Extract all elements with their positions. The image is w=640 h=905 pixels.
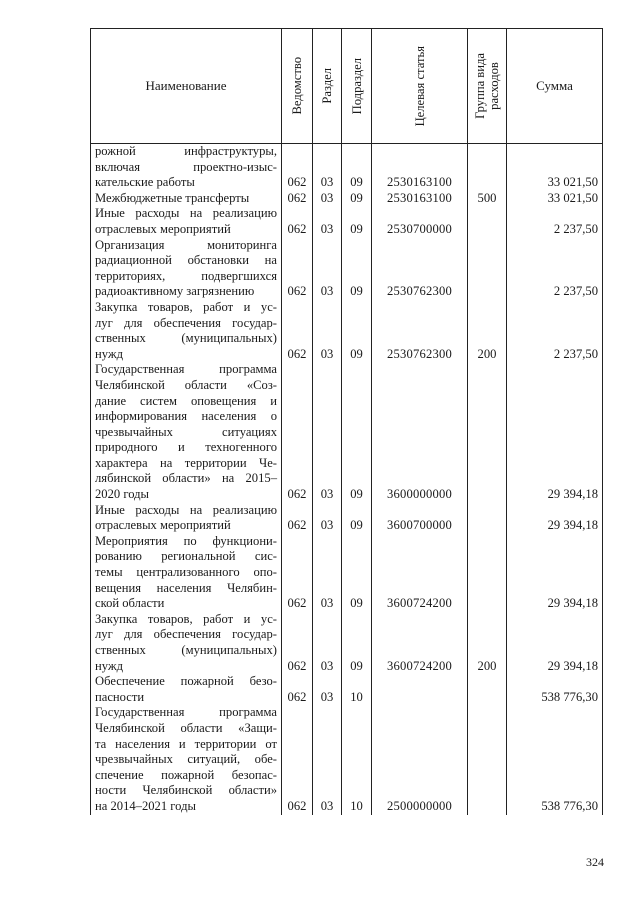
row-celevaya: 2530762300 xyxy=(372,238,468,300)
row-name xyxy=(91,612,282,674)
table-body xyxy=(91,144,603,815)
row-podrazdel: 10 xyxy=(342,705,372,814)
row-name-line: чрезвычайных ситуациях xyxy=(95,424,277,439)
row-name-line: Челябинской области «Защи- xyxy=(95,720,277,735)
row-gruppa xyxy=(468,534,507,612)
header-gruppa-line1: Группа вида xyxy=(473,53,487,119)
row-name-line: дание систем оповещения и xyxy=(95,393,277,408)
table-row xyxy=(91,362,603,502)
row-name-line: 2020 годы xyxy=(95,487,149,502)
row-podrazdel: 09 xyxy=(342,612,372,674)
row-vedomstvo: 062 xyxy=(282,534,313,612)
row-name-line: Иные расходы на реализацию xyxy=(95,502,277,517)
row-name-line: Обеспечение пожарной безо- xyxy=(95,674,277,689)
row-name-line: Иные расходы на реализацию xyxy=(95,206,277,221)
row-name-line: Закупка товаров, работ и ус- xyxy=(95,299,277,314)
row-razdel: 03 xyxy=(313,674,342,705)
row-razdel: 03 xyxy=(313,191,342,207)
row-podrazdel: 09 xyxy=(342,534,372,612)
table-row xyxy=(91,705,603,814)
row-podrazdel: 09 xyxy=(342,206,372,237)
table-row xyxy=(91,238,603,300)
row-name-line: пасности xyxy=(95,689,145,704)
row-podrazdel: 09 xyxy=(342,144,372,191)
row-name-line: информирования населения о xyxy=(95,409,277,424)
row-celevaya: 2500000000 xyxy=(372,705,468,814)
row-name-line: темы централизованного опо- xyxy=(95,565,277,580)
row-summa: 29 394,18 xyxy=(507,503,603,534)
row-gruppa xyxy=(468,238,507,300)
row-gruppa: 200 xyxy=(468,612,507,674)
row-celevaya: 2530762300 xyxy=(372,300,468,362)
row-name xyxy=(91,705,282,814)
row-summa: 2 237,50 xyxy=(507,300,603,362)
row-podrazdel: 09 xyxy=(342,503,372,534)
row-summa: 29 394,18 xyxy=(507,534,603,612)
row-vedomstvo: 062 xyxy=(282,612,313,674)
row-name-line: луг для обеспечения государ- xyxy=(95,315,277,330)
row-name-line: Закупка товаров, работ и ус- xyxy=(95,611,277,626)
header-gruppa xyxy=(468,29,507,144)
row-summa: 29 394,18 xyxy=(507,612,603,674)
row-vedomstvo: 062 xyxy=(282,238,313,300)
row-summa: 538 776,30 xyxy=(507,674,603,705)
table-row xyxy=(91,300,603,362)
row-celevaya: 2530700000 xyxy=(372,206,468,237)
row-name-line: Государственная программа xyxy=(95,362,277,377)
row-name xyxy=(91,144,282,191)
row-razdel: 03 xyxy=(313,362,342,502)
row-name-line: та населения и территории от xyxy=(95,736,277,751)
row-name xyxy=(91,238,282,300)
row-gruppa xyxy=(468,362,507,502)
row-celevaya: 3600000000 xyxy=(372,362,468,502)
row-name-line: ской области xyxy=(95,596,165,611)
row-name xyxy=(91,191,282,207)
row-razdel: 03 xyxy=(313,300,342,362)
header-celevaya: Целевая статья xyxy=(372,29,468,144)
row-razdel: 03 xyxy=(313,612,342,674)
row-name-line: радиационной обстановки на xyxy=(95,253,277,268)
row-name xyxy=(91,362,282,502)
row-razdel: 03 xyxy=(313,144,342,191)
row-summa: 2 237,50 xyxy=(507,238,603,300)
row-name xyxy=(91,503,282,534)
row-name-line: ственных (муниципальных) xyxy=(95,643,277,657)
row-celevaya xyxy=(372,674,468,705)
row-gruppa xyxy=(468,144,507,191)
row-podrazdel: 09 xyxy=(342,362,372,502)
row-name-line: рованию региональной сис- xyxy=(95,549,277,564)
row-razdel: 03 xyxy=(313,503,342,534)
row-name-line: радиоактивному загрязнению xyxy=(95,284,255,299)
row-vedomstvo: 062 xyxy=(282,705,313,814)
row-name-line: отраслевых мероприятий xyxy=(95,518,231,533)
table-row xyxy=(91,674,603,705)
row-razdel: 03 xyxy=(313,206,342,237)
row-name-line: включая проектно-изыс- xyxy=(95,159,277,174)
budget-table xyxy=(90,28,603,815)
row-name-line: чрезвычайных ситуаций, обе- xyxy=(95,752,277,767)
row-vedomstvo: 062 xyxy=(282,503,313,534)
row-celevaya: 3600724200 xyxy=(372,612,468,674)
row-name xyxy=(91,300,282,362)
row-razdel: 03 xyxy=(313,238,342,300)
table-row xyxy=(91,191,603,207)
table-row xyxy=(91,503,603,534)
row-name-line: ности Челябинской области» xyxy=(95,783,277,798)
row-vedomstvo: 062 xyxy=(282,206,313,237)
row-razdel: 03 xyxy=(313,534,342,612)
row-name-line: нужд xyxy=(95,346,123,361)
row-name-line: характера на территории Че- xyxy=(95,455,277,470)
row-summa: 538 776,30 xyxy=(507,705,603,814)
row-gruppa xyxy=(468,206,507,237)
row-gruppa: 500 xyxy=(468,191,507,207)
row-summa: 29 394,18 xyxy=(507,362,603,502)
page-number: 324 xyxy=(586,855,604,869)
row-celevaya: 2530163100 xyxy=(372,191,468,207)
row-celevaya: 3600700000 xyxy=(372,503,468,534)
header-gruppa-line2: расходов xyxy=(487,62,501,110)
table-row xyxy=(91,534,603,612)
row-name-line: луг для обеспечения государ- xyxy=(95,627,277,642)
row-name-line: кательские работы xyxy=(95,175,195,190)
row-podrazdel: 09 xyxy=(342,300,372,362)
row-name-line: природного и техногенного xyxy=(95,440,277,455)
row-name-line: Челябинской области «Соз- xyxy=(95,377,277,392)
table-row xyxy=(91,144,603,191)
row-name-line: лябинской области» на 2015– xyxy=(95,471,277,486)
row-name-line: Мероприятия по функциони- xyxy=(95,533,277,548)
row-name xyxy=(91,674,282,705)
row-name-line: нужд xyxy=(95,658,123,673)
row-celevaya: 2530163100 xyxy=(372,144,468,191)
row-name-line: рожной инфраструктуры, xyxy=(95,144,277,158)
row-vedomstvo: 062 xyxy=(282,144,313,191)
row-summa: 33 021,50 xyxy=(507,144,603,191)
header-vedomstvo: Ведомство xyxy=(282,29,313,144)
row-gruppa: 200 xyxy=(468,300,507,362)
row-podrazdel: 10 xyxy=(342,674,372,705)
row-name-line: на 2014–2021 годы xyxy=(95,798,196,813)
row-name-line: отраслевых мероприятий xyxy=(95,221,231,236)
table-row xyxy=(91,612,603,674)
row-vedomstvo: 062 xyxy=(282,674,313,705)
row-name xyxy=(91,206,282,237)
row-vedomstvo: 062 xyxy=(282,300,313,362)
row-name-line: Государственная программа xyxy=(95,705,277,720)
row-gruppa xyxy=(468,503,507,534)
row-summa: 2 237,50 xyxy=(507,206,603,237)
row-vedomstvo: 062 xyxy=(282,362,313,502)
header-podrazdel: Подраздел xyxy=(342,29,372,144)
row-name-line: ственных (муниципальных) xyxy=(95,331,277,346)
row-vedomstvo: 062 xyxy=(282,191,313,207)
row-name-line: Организация мониторинга xyxy=(95,237,277,252)
row-name-line: спечение пожарной безопас- xyxy=(95,767,277,782)
row-summa: 33 021,50 xyxy=(507,191,603,207)
row-name-line: вещения населения Челябин- xyxy=(95,580,277,595)
row-podrazdel: 09 xyxy=(342,191,372,207)
header-summa: Сумма xyxy=(507,29,603,144)
row-gruppa xyxy=(468,674,507,705)
row-name xyxy=(91,534,282,612)
header-name: Наименование xyxy=(91,29,282,144)
row-name-line: территориях, подвергшихся xyxy=(95,268,277,283)
header-razdel: Раздел xyxy=(313,29,342,144)
table-header xyxy=(91,29,603,144)
row-celevaya: 3600724200 xyxy=(372,534,468,612)
row-razdel: 03 xyxy=(313,705,342,814)
row-gruppa xyxy=(468,705,507,814)
row-name-line: Межбюджетные трансферты xyxy=(95,190,250,205)
table-row xyxy=(91,206,603,237)
row-podrazdel: 09 xyxy=(342,238,372,300)
